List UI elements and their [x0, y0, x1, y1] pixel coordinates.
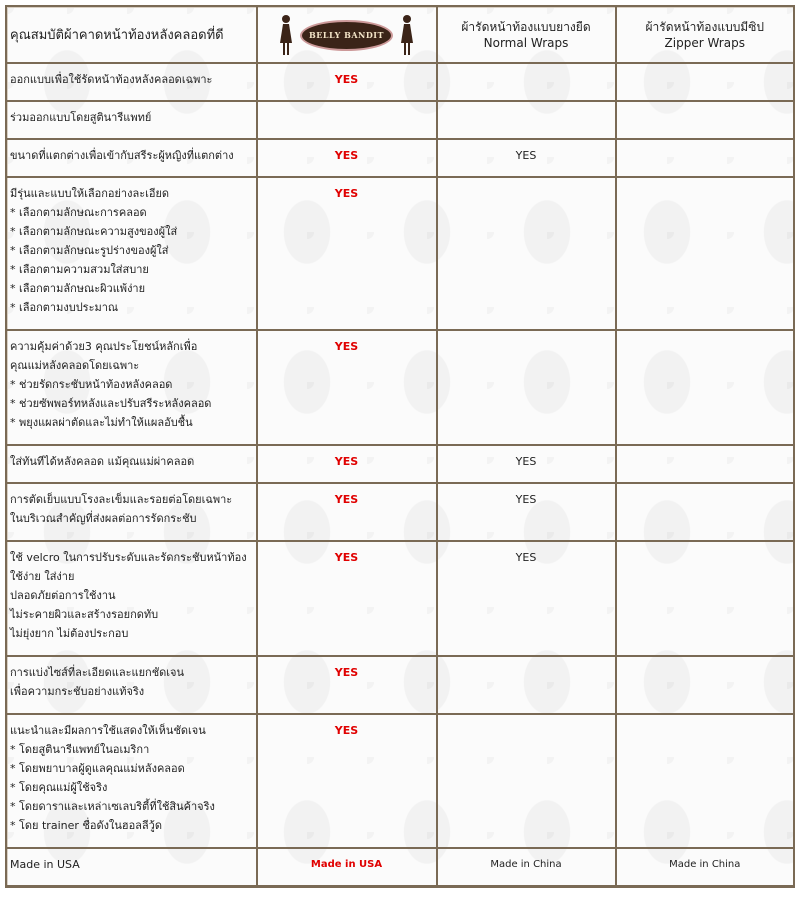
table-row — [8, 139, 794, 177]
normal-wraps-cell — [437, 63, 616, 101]
belly-bandit-cell: YES — [257, 139, 437, 177]
normal-wraps-cell: YES — [437, 445, 616, 483]
zipper-wraps-cell — [616, 330, 794, 445]
feature-line: * ช่วยซัพพอร์ทหลังและปรับสรีระหลังคลอด — [10, 397, 212, 410]
feature-line: * เลือกตามลักษณะความสูงของผู้ใส่ — [10, 225, 178, 238]
belly-bandit-cell: YES — [257, 656, 437, 714]
feature-line: ในบริเวณสำคัญที่ส่งผลต่อการรัดกระชับ — [10, 512, 197, 525]
header-row — [8, 8, 794, 64]
zipper-wraps-cell: Made in China — [616, 848, 794, 886]
belly-bandit-cell — [257, 101, 437, 139]
feature-line: การแบ่งไซส์ที่ละเอียดและแยกชัดเจน — [10, 666, 185, 679]
brand-logo-text: BELLY BANDIT — [300, 20, 393, 51]
feature-line: * โดยพยาบาลผู้ดูแลคุณแม่หลังคลอด — [10, 762, 185, 775]
normal-wraps-cell — [437, 714, 616, 848]
zipper-wraps-cell — [616, 541, 794, 656]
zipper-wraps-cell — [616, 63, 794, 101]
normal-wraps-title-th: ผ้ารัดหน้าท้องแบบยางยืด — [461, 20, 591, 34]
normal-wraps-cell: YES — [437, 483, 616, 541]
belly-bandit-logo — [258, 8, 436, 62]
feature-line: Made in USA — [10, 858, 80, 871]
feature-cell — [8, 445, 257, 483]
feature-line: ขนาดที่แตกต่างเพื่อเข้ากับสรีระผู้หญิงที่แตกต่าง — [10, 149, 234, 162]
table-row — [8, 445, 794, 483]
zipper-wraps-cell — [616, 483, 794, 541]
feature-line: การตัดเย็บแบบโรงละเข็มและรอยต่อโดยเฉพาะ — [10, 493, 233, 506]
feature-line: ความคุ้มค่าด้วย3 คุณประโยชน์หลักเพื่อ — [10, 340, 198, 353]
feature-line: ปลอดภัยต่อการใช้งาน — [10, 589, 116, 602]
feature-cell — [8, 177, 257, 330]
feature-cell — [8, 848, 257, 886]
normal-wraps-cell — [437, 330, 616, 445]
feature-cell — [8, 139, 257, 177]
belly-bandit-cell: YES — [257, 445, 437, 483]
belly-bandit-cell: YES — [257, 483, 437, 541]
belly-bandit-cell: YES — [257, 714, 437, 848]
feature-cell — [8, 483, 257, 541]
table-row — [8, 848, 794, 886]
zipper-wraps-cell — [616, 177, 794, 330]
feature-line: * พยุงแผลผ่าตัดและไม่ทำให้แผลอับชื้น — [10, 416, 193, 429]
normal-wraps-cell: YES — [437, 139, 616, 177]
normal-wraps-header — [437, 8, 616, 64]
feature-cell — [8, 330, 257, 445]
feature-line: มีรุ่นและแบบให้เลือกอย่างละเอียด — [10, 187, 170, 200]
belly-bandit-cell: YES — [257, 63, 437, 101]
zipper-wraps-cell — [616, 656, 794, 714]
feature-cell — [8, 714, 257, 848]
feature-line: ไม่ระคายผิวและสร้างรอยกดทับ — [10, 608, 159, 621]
feature-line: เพื่อความกระชับอย่างแท้จริง — [10, 685, 145, 698]
feature-line: ใช้ velcro ในการปรับระดับและรัดกระชับหน้าท้อง — [10, 551, 247, 564]
zipper-wraps-cell — [616, 714, 794, 848]
zipper-wraps-cell — [616, 101, 794, 139]
belly-bandit-cell: YES — [257, 177, 437, 330]
feature-line: คุณแม่หลังคลอดโดยเฉพาะ — [10, 359, 140, 372]
table-row — [8, 63, 794, 101]
lady-silhouette-icon — [278, 13, 294, 57]
feature-cell — [8, 101, 257, 139]
normal-wraps-cell — [437, 656, 616, 714]
belly-bandit-cell: YES — [257, 541, 437, 656]
feature-line: * โดยสูตินารีแพทย์ในอเมริกา — [10, 743, 150, 756]
belly-bandit-header — [257, 8, 437, 64]
feature-line: ร่วมออกแบบโดยสูตินารีแพทย์ — [10, 111, 152, 124]
zipper-wraps-header — [616, 8, 794, 64]
feature-line: * เลือกตามงบประมาณ — [10, 301, 119, 314]
feature-cell — [8, 656, 257, 714]
comparison-table — [7, 7, 794, 887]
features-header: คุณสมบัติผ้าคาดหน้าท้องหลังคลอดที่ดี — [8, 8, 257, 64]
normal-wraps-cell — [437, 101, 616, 139]
table-row — [8, 483, 794, 541]
zipper-wraps-title-en: Zipper Wraps — [664, 36, 745, 50]
normal-wraps-cell: YES — [437, 541, 616, 656]
normal-wraps-cell — [437, 177, 616, 330]
table-row — [8, 714, 794, 848]
feature-line: * เลือกตามลักษณะการคลอด — [10, 206, 147, 219]
belly-bandit-cell: Made in USA — [257, 848, 437, 886]
table-row — [8, 656, 794, 714]
normal-wraps-cell: Made in China — [437, 848, 616, 886]
feature-line: ไม่ยุ่งยาก ไม่ต้องประกอบ — [10, 627, 129, 640]
table-row — [8, 330, 794, 445]
table-row — [8, 541, 794, 656]
feature-line: ใช้ง่าย ใส่ง่าย — [10, 570, 75, 583]
table-row — [8, 101, 794, 139]
feature-cell — [8, 541, 257, 656]
table-row — [8, 177, 794, 330]
feature-line: ออกแบบเพื่อใช้รัดหน้าท้องหลังคลอดเฉพาะ — [10, 73, 213, 86]
feature-line: * เลือกตามลักษณะรูปร่างของผู้ใส่ — [10, 244, 169, 257]
feature-line: * โดยคุณแม่ผู้ใช้จริง — [10, 781, 108, 794]
comparison-table-frame — [5, 5, 795, 888]
zipper-wraps-cell — [616, 445, 794, 483]
feature-line: แนะนำและมีผลการใช้แสดงให้เห็นชัดเจน — [10, 724, 206, 737]
feature-cell — [8, 63, 257, 101]
feature-line: * โดยดาราและเหล่าเซเลบริตี้ที่ใช้สินค้าจริง — [10, 800, 215, 813]
feature-line: * ช่วยรัดกระชับหน้าท้องหลังคลอด — [10, 378, 173, 391]
lady-silhouette-icon — [399, 13, 415, 57]
feature-line: ใส่ทันทีได้หลังคลอด แม้คุณแม่ผ่าคลอด — [10, 455, 195, 468]
zipper-wraps-cell — [616, 139, 794, 177]
feature-line: * เลือกตามความสวมใส่สบาย — [10, 263, 149, 276]
zipper-wraps-title-th: ผ้ารัดหน้าท้องแบบมีซิป — [645, 20, 764, 34]
belly-bandit-cell: YES — [257, 330, 437, 445]
normal-wraps-title-en: Normal Wraps — [483, 36, 569, 50]
feature-line: * เลือกตามลักษณะผิวแพ้ง่าย — [10, 282, 146, 295]
feature-line: * โดย trainer ชื่อดังในฮอลลีวู้ด — [10, 819, 162, 832]
